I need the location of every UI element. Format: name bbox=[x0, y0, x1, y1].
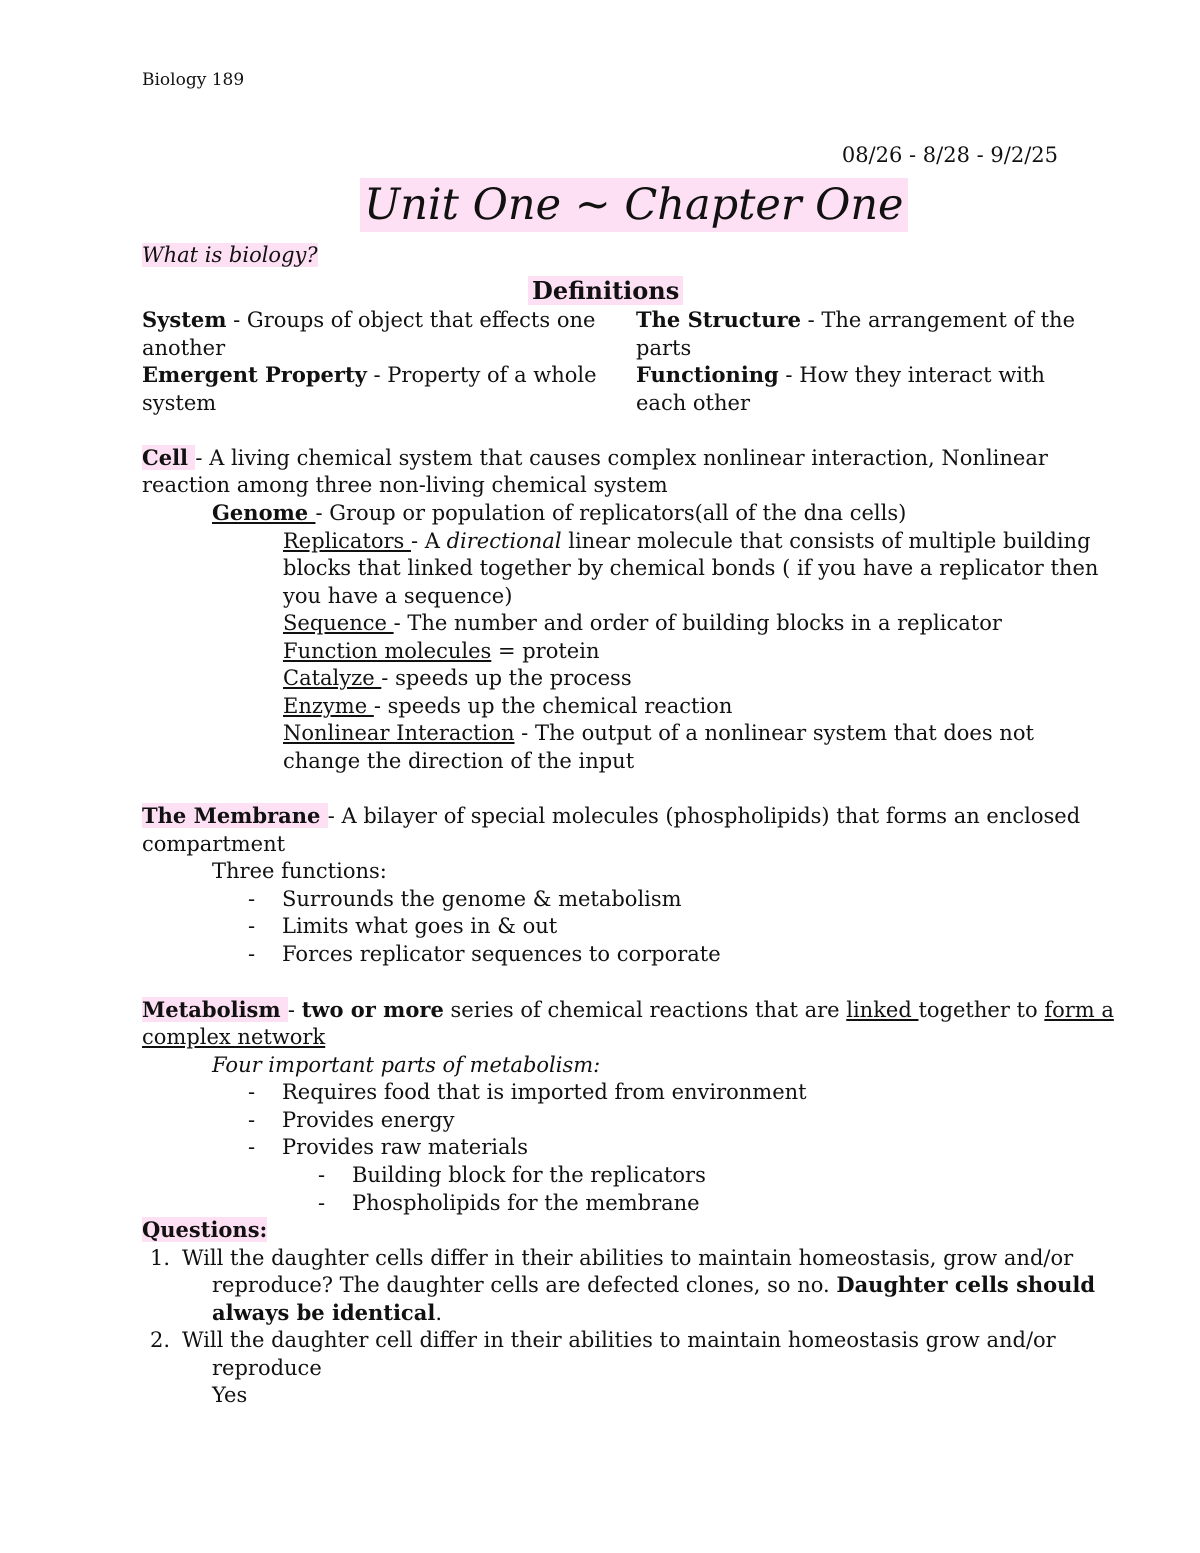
metabolism-parts-label: Four important parts of metabolism: bbox=[212, 1053, 601, 1077]
question-1: 1. Will the daughter cells differ in their abilities to maintain homeostasis, grow and/or bbox=[149, 1246, 1074, 1270]
function-def bbox=[283, 637, 599, 665]
def-structure-cont: parts bbox=[636, 336, 692, 360]
replicators-post: linear molecule that consists of multiple building bbox=[561, 529, 1091, 553]
membrane-def-text: - A bilayer of special molecules (phospholipids) that forms an enclosed bbox=[327, 804, 1081, 828]
replicators-def bbox=[283, 527, 1091, 555]
def-functioning-cont: each other bbox=[636, 391, 750, 415]
membrane-term: The Membrane bbox=[142, 803, 328, 828]
sequence-def bbox=[283, 609, 1002, 637]
membrane-def-cont: compartment bbox=[142, 832, 286, 856]
replicators-term: Replicators bbox=[283, 529, 411, 553]
membrane-functions-label: Three functions: bbox=[212, 859, 387, 883]
metabolism-form: form a bbox=[1044, 998, 1114, 1022]
def-system bbox=[142, 306, 595, 334]
replicators-pre: - A bbox=[410, 529, 447, 553]
metabolism-bold: two or more bbox=[301, 997, 444, 1022]
genome-term: Genome bbox=[212, 500, 316, 525]
def-emergent-cont: system bbox=[142, 391, 217, 415]
cell-def-text: - A living chemical system that causes complex nonlinear interaction, Nonlinear bbox=[195, 446, 1048, 470]
def-system-cont: another bbox=[142, 336, 226, 360]
cell-term: Cell bbox=[142, 445, 196, 470]
course-label: Biology 189 bbox=[142, 70, 245, 90]
list-item: - Provides raw materials bbox=[248, 1135, 528, 1159]
metabolism-linked: linked bbox=[846, 998, 919, 1022]
genome-def-text: - Group or population of replicators(all of the dna cells) bbox=[315, 501, 907, 525]
catalyze-def-text: - speeds up the process bbox=[381, 666, 632, 690]
list-item: - Requires food that is imported from environment bbox=[248, 1080, 807, 1104]
lecture-dates: 08/26 - 8/28 - 9/2/25 bbox=[841, 143, 1058, 167]
structure-term: The Structure bbox=[636, 307, 801, 332]
question-2: 2. Will the daughter cell differ in their abilities to maintain homeostasis grow and/or bbox=[149, 1328, 1056, 1352]
metabolism-def: Metabolism - two or more series of chemical reactions that are linked together to form a bbox=[142, 997, 1114, 1022]
metabolism-term: Metabolism bbox=[142, 997, 288, 1022]
list-item: - Provides energy bbox=[248, 1108, 455, 1132]
sequence-term: Sequence bbox=[283, 611, 394, 635]
emergent-term: Emergent Property bbox=[142, 362, 367, 387]
enzyme-def bbox=[283, 692, 732, 720]
page-title: Unit One ~ Chapter One bbox=[360, 178, 908, 232]
list-subitem: - Phospholipids for the membrane bbox=[318, 1191, 700, 1215]
enzyme-term: Enzyme bbox=[283, 694, 374, 718]
metabolism-def-cont: complex network bbox=[142, 1025, 326, 1049]
catalyze-term: Catalyze bbox=[283, 666, 382, 690]
replicators-italic: directional bbox=[446, 529, 562, 553]
functioning-def: - How they interact with bbox=[778, 363, 1045, 387]
membrane-def bbox=[142, 802, 1080, 830]
system-term: System bbox=[142, 307, 227, 332]
list-item: - Surrounds the genome & metabolism bbox=[248, 887, 682, 911]
cell-def bbox=[142, 444, 1048, 472]
nonlinear-def bbox=[283, 719, 1034, 747]
questions-heading: Questions: bbox=[142, 1217, 268, 1242]
intro-question: What is biology? bbox=[142, 243, 318, 267]
question-1-cont: reproduce? The daughter cells are defected clones, so no. Daughter cells should bbox=[212, 1272, 1096, 1297]
cell-def-cont: reaction among three non-living chemical system bbox=[142, 473, 668, 497]
system-def: - Groups of object that effects one bbox=[226, 308, 596, 332]
nonlinear-term: Nonlinear Interaction bbox=[283, 721, 515, 745]
replicators-cont-1: blocks that linked together by chemical bonds ( if you have a replicator then bbox=[283, 556, 1099, 580]
replicators-cont-2: you have a sequence) bbox=[283, 584, 513, 608]
def-emergent bbox=[142, 361, 597, 389]
def-structure bbox=[636, 306, 1075, 334]
nonlinear-def-text: - The output of a nonlinear system that does not bbox=[514, 721, 1034, 745]
genome-def bbox=[212, 499, 906, 527]
question-1-answer: always be identical. bbox=[212, 1300, 442, 1325]
list-item: - Limits what goes in & out bbox=[248, 914, 558, 938]
list-subitem: - Building block for the replicators bbox=[318, 1163, 706, 1187]
enzyme-def-text: - speeds up the chemical reaction bbox=[373, 694, 733, 718]
definitions-heading: Definitions bbox=[528, 276, 683, 305]
sequence-def-text: - The number and order of building blocks in a replicator bbox=[393, 611, 1002, 635]
question-2-cont: reproduce bbox=[212, 1356, 322, 1380]
def-functioning bbox=[636, 361, 1045, 389]
question-2-answer: Yes bbox=[212, 1383, 248, 1407]
nonlinear-def-cont: change the direction of the input bbox=[283, 749, 635, 773]
structure-def: - The arrangement of the bbox=[800, 308, 1076, 332]
function-def-text: = protein bbox=[491, 639, 600, 663]
list-item: - Forces replicator sequences to corporate bbox=[248, 942, 721, 966]
catalyze-def bbox=[283, 664, 632, 692]
functioning-term: Functioning bbox=[636, 362, 779, 387]
emergent-def: - Property of a whole bbox=[366, 363, 597, 387]
function-term: Function molecules bbox=[283, 639, 492, 663]
